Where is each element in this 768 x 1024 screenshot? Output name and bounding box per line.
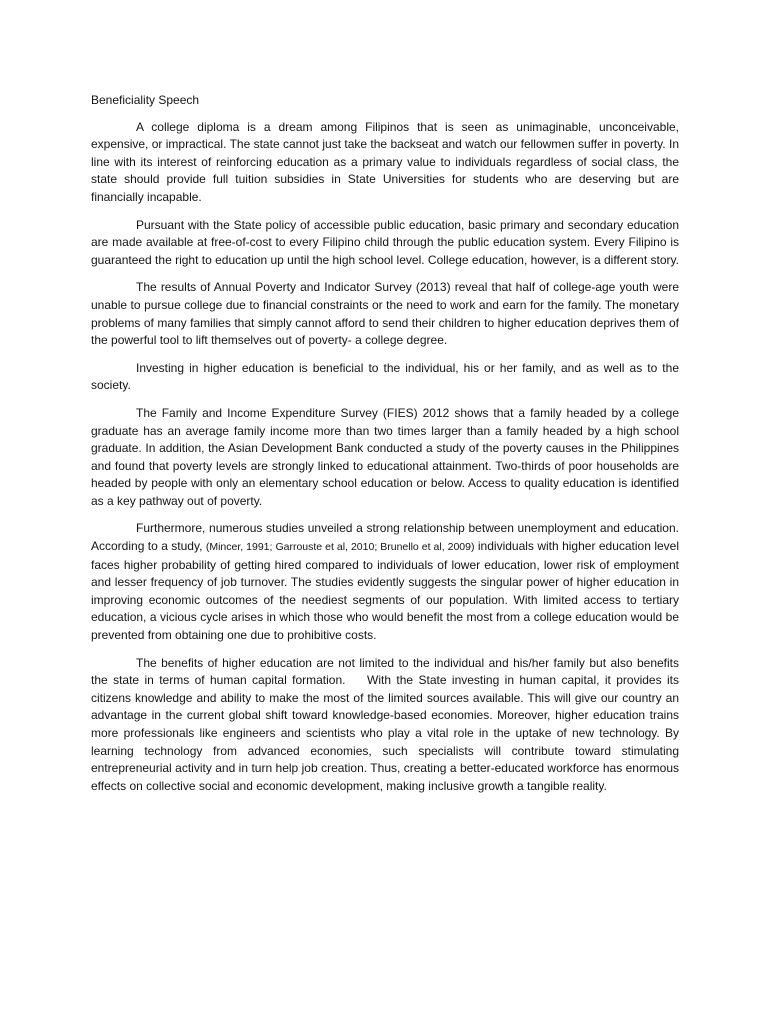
document-body [91, 92, 683, 805]
paragraph-1: A college diploma is a dream among Filipinos that is seen as unimaginable, unconceivable, expensive, or impractical. The state cannot just take the backseat and watch our fellowmen suffer in poverty. In line with its interest of reinforcing education as a primary value to individuals regardless of social class, the state should provide full tuition subsidies in State Universities for students who are deserving but are financially incapable. [91, 119, 679, 204]
paragraph-3: The results of Annual Poverty and Indicator Survey (2013) reveal that half of college-age youth were unable to pursue college due to financial constraints or the need to work and earn for the family. The monetary problems of many families that simply cannot afford to send their children to higher education deprives them of the powerful tool to lift themselves out of poverty- a college degree. [91, 280, 679, 348]
paragraph-6-text-end: individuals with higher education level faces higher probability of getting hired compared to individuals of lower education, lower risk of employment and lesser frequency of job turnover. The studies evidently suggests the singular power of higher education in improving economic outcomes of the neediest segments of our population. With limited access to tertiary education, a vicious cycle arises in which those who would benefit the most from a college education would be prevented from obtaining one due to prohibitive costs. [91, 539, 679, 643]
document-title: Beneficiality Speech [91, 93, 200, 107]
paragraph-5: The Family and Income Expenditure Survey (FIES) 2012 shows that a family headed by a college graduate has an average family income more than two times larger than a family headed by a high school graduate. In addition, the Asian Development Bank conducted a study of the poverty causes in the Philippines and found that poverty levels are strongly linked to educational attainment. Two-thirds of poor households are headed by people with only an elementary school education or below. Access to quality education is identified as a key pathway out of poverty. [91, 405, 679, 508]
paragraph-4: Investing in higher education is beneficial to the individual, his or her family, and as well as to the society. [91, 360, 679, 393]
paragraph-2: Pursuant with the State policy of accessible public education, basic primary and secondary education are made available at free-of-cost to every Filipino child through the public education system. Every Filipino is guaranteed the right to education up until the high school level. College education, however, is a different story. [91, 217, 679, 267]
citation: (Mincer, 1991; Garrouste et al, 2010; Brunello et al, 2009) [205, 541, 475, 554]
paragraph-6 [91, 520, 679, 644]
paragraph-7: The benefits of higher education are not limited to the individual and his/her family but also benefits the state in terms of human capital formation. With the State investing in human capital, it provides its citizens knowledge and ability to make the most of the limited sources available. This will give our country an advantage in the current global shift toward knowledge-based economies. Moreover, higher education trains more professionals like engineers and scientists who play a vital role in the uptake of new technology. By learning technology from advanced economies, such specialists will contribute toward stimulating entrepreneurial activity and in turn help job creation. Thus, creating a better-educated workforce has enormous effects on collective social and economic development, making inclusive growth a tangible reality. [91, 655, 683, 793]
paragraph-6-text-start: Furthermore, numerous studies unveiled a strong relationship between unemployment and education. According to a study, [91, 521, 679, 554]
